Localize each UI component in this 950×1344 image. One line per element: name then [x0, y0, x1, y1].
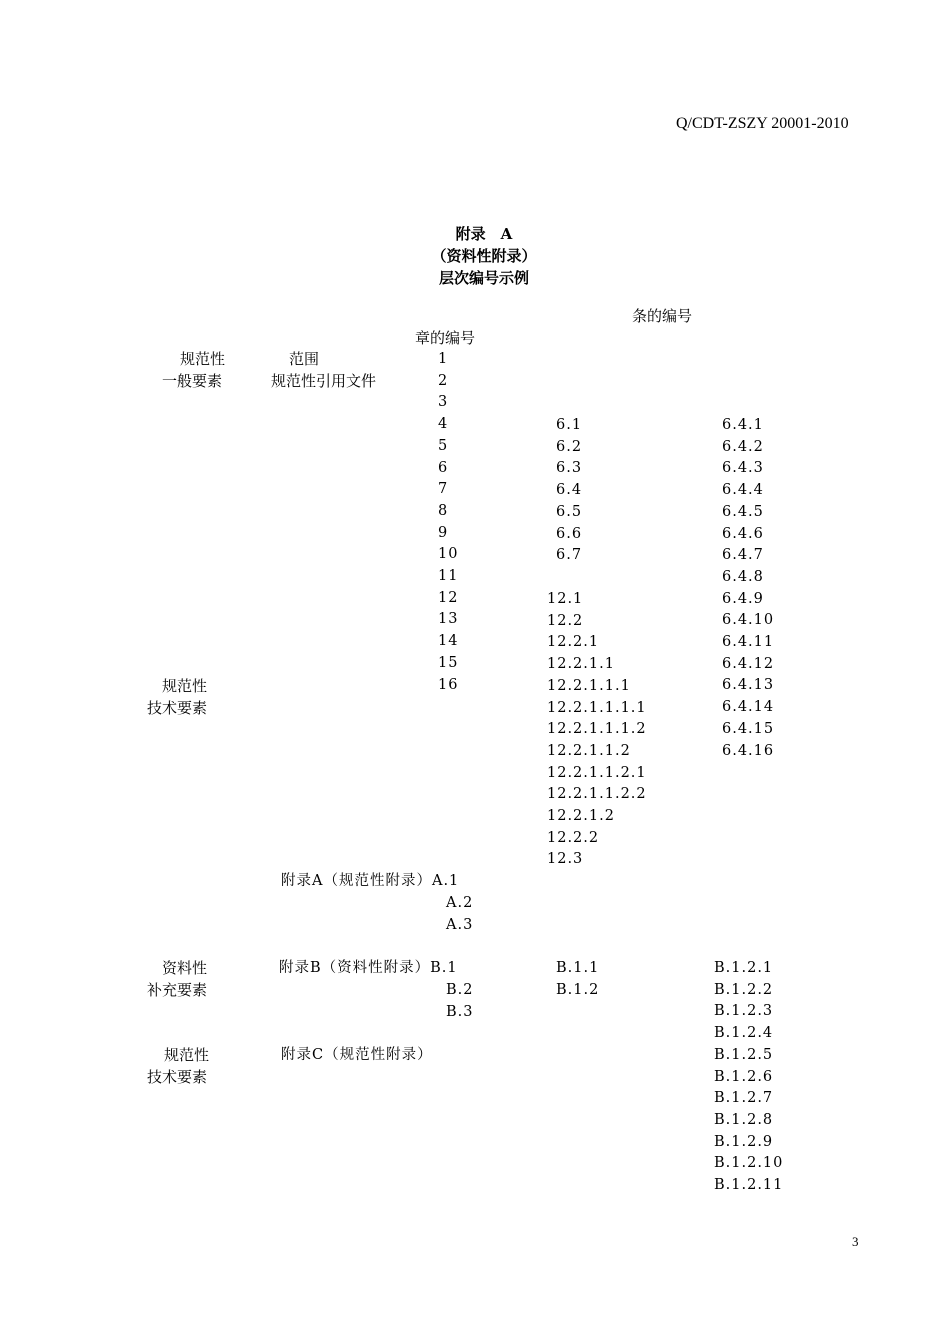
number-item: 6.2	[556, 438, 583, 455]
element-annex-b: 附录B（资料性附录）B.1	[279, 960, 458, 976]
number-item: 12.2.1.2	[547, 808, 615, 824]
number-item: 12.2.1.1	[547, 656, 615, 673]
number-item: B.1.2.6	[714, 1068, 774, 1085]
number-item: 6.4.4	[722, 482, 764, 499]
number-item: 1	[438, 351, 449, 367]
number-item: 6.4.14	[722, 699, 775, 716]
number-item: 16	[438, 676, 459, 693]
number-item: 2	[438, 372, 449, 389]
number-item: B.1.2.3	[714, 1003, 774, 1020]
number-item: 6.4.5	[722, 503, 764, 520]
number-item: 6.3	[556, 460, 583, 477]
category-general-line1: 规范性	[180, 350, 226, 368]
number-item: B.1.2.1	[714, 960, 774, 976]
number-item: 12.2.1.1.1	[547, 677, 631, 694]
category-technical2-line2: 技术要素	[147, 1068, 208, 1086]
number-item: 4	[438, 416, 449, 433]
number-item: 6.4.7	[722, 547, 764, 564]
number-item: 6.4.1	[722, 417, 764, 433]
number-item: 6.4.9	[722, 590, 764, 607]
clause-numbers-heading: 条的编号	[632, 307, 693, 325]
number-item: 6.4.6	[722, 525, 764, 542]
number-item: A.3	[446, 916, 474, 933]
number-item: 6.4.8	[722, 568, 764, 585]
number-item: B.1.2.8	[714, 1111, 774, 1128]
category-technical-line1: 规范性	[162, 677, 208, 695]
number-item: 15	[438, 654, 459, 671]
category-informative-line1: 资料性	[162, 959, 208, 977]
number-item: 6.4.11	[722, 634, 775, 650]
annex-title: 附录 A	[455, 225, 513, 243]
page-number: 3	[852, 1234, 859, 1249]
number-item: 6.5	[556, 503, 583, 520]
number-item: 6.4.10	[722, 612, 775, 629]
number-item: 12.1	[547, 591, 584, 607]
category-informative-line2: 补充要素	[147, 981, 208, 999]
number-item: 6.1	[556, 417, 583, 433]
element-annex-a: 附录A（规范性附录）A.1	[281, 873, 460, 889]
number-item: B.1.2.11	[714, 1177, 784, 1193]
number-item: A.2	[446, 895, 474, 911]
number-item: 11	[438, 568, 459, 584]
number-item: 12.2.1.1.1.2	[547, 721, 647, 738]
number-item: 12.2.1	[547, 634, 600, 651]
number-item: 6.4.12	[722, 655, 775, 672]
number-item: 13	[438, 611, 459, 628]
number-item: 6.4.3	[722, 460, 764, 477]
number-item: 3	[438, 394, 449, 411]
number-item: 14	[438, 633, 459, 650]
number-item: 12.2.2	[547, 829, 600, 846]
number-item: B.3	[446, 1003, 474, 1020]
number-item: 12.2.1.1.2.1	[547, 764, 647, 781]
number-item: B.1.2.2	[714, 981, 774, 998]
number-item: B.1.2.10	[714, 1155, 784, 1172]
number-item: 6.4.2	[722, 438, 764, 455]
element-annex-c: 附录C（规范性附录）	[281, 1047, 433, 1063]
annex-subtitle: 层次编号示例	[438, 269, 529, 287]
number-item: 6.4.13	[722, 677, 775, 694]
annex-type: （资料性附录）	[431, 247, 537, 265]
number-item: 6.4.16	[722, 742, 775, 759]
number-item: B.1.1	[556, 960, 600, 976]
number-item: 5	[438, 437, 449, 454]
number-item: 6.6	[556, 525, 583, 542]
number-item: 6	[438, 459, 449, 476]
number-item: 12.2.1.1.2.2	[547, 786, 647, 803]
element-normative-refs: 规范性引用文件	[271, 372, 377, 390]
number-item: 6.4.15	[722, 720, 775, 737]
number-item: B.2	[446, 982, 474, 998]
document-number: Q/CDT-ZSZY 20001-2010	[676, 115, 849, 132]
number-item: 6.4	[556, 482, 583, 499]
number-item: 10	[438, 546, 459, 563]
number-item: 7	[438, 481, 449, 498]
category-general-line2: 一般要素	[162, 372, 223, 390]
number-item: 12.2	[547, 612, 584, 629]
number-item: B.1.2.9	[714, 1133, 774, 1150]
number-item: 12.2.1.1.2	[547, 742, 631, 759]
chapter-numbers-heading: 章的编号	[415, 329, 476, 347]
number-item: 6.7	[556, 547, 583, 564]
element-scope: 范围	[289, 350, 320, 368]
number-item: 9	[438, 524, 449, 541]
number-item: B.1.2.5	[714, 1046, 774, 1063]
number-item: B.1.2.4	[714, 1025, 774, 1042]
number-item: 12.2.1.1.1.1	[547, 699, 647, 716]
category-technical2-line1: 规范性	[164, 1046, 210, 1064]
number-item: B.1.2	[556, 981, 600, 998]
number-item: 8	[438, 502, 449, 519]
number-item: B.1.2.7	[714, 1090, 774, 1107]
category-technical-line2: 技术要素	[147, 699, 208, 717]
number-item: 12.3	[547, 851, 584, 868]
number-item: 12	[438, 589, 459, 606]
